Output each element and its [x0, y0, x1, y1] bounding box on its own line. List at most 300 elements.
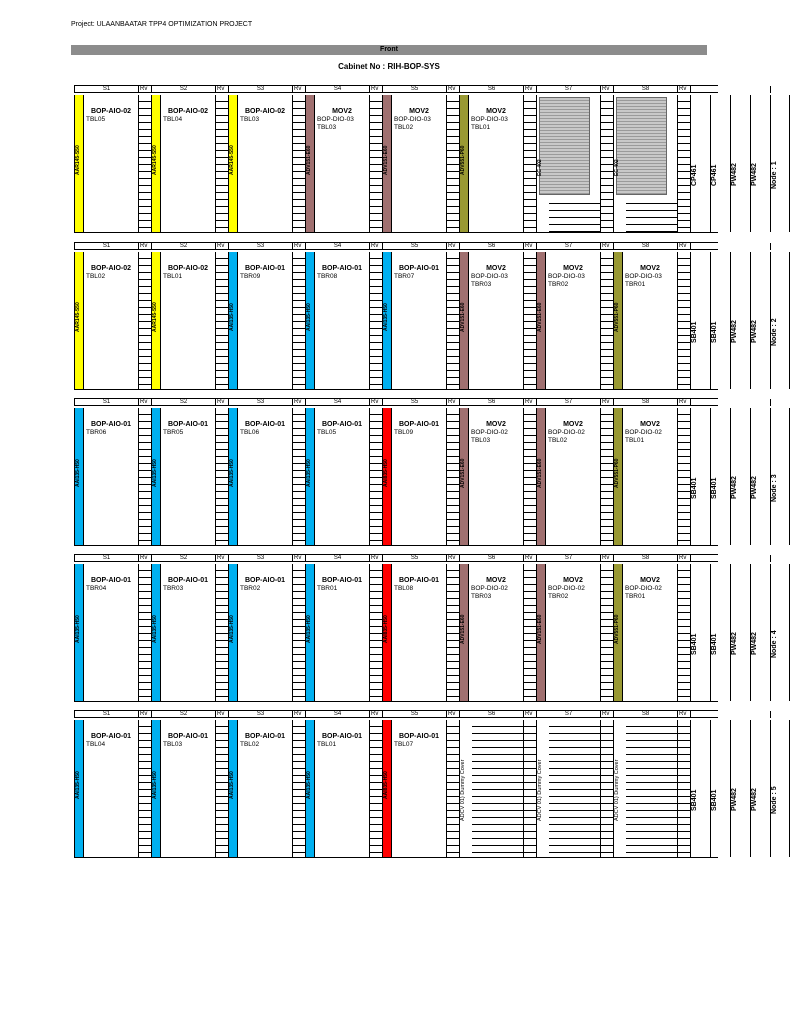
module-terminal: TBL01 — [625, 437, 645, 444]
module-terminal: TBL03 — [317, 124, 337, 131]
panel-label: PW482 — [751, 788, 758, 812]
slot — [74, 408, 138, 545]
header-filler — [690, 399, 771, 406]
slot — [151, 720, 215, 857]
module-terminal: TBL02 — [394, 124, 414, 131]
rv-column — [369, 95, 382, 232]
slot-header: S7 — [536, 555, 600, 562]
module-color-strip — [460, 95, 469, 232]
slot — [613, 564, 677, 701]
panel-column — [690, 720, 710, 857]
module-type-label: AAR145-S50 — [75, 302, 81, 332]
module-title: BOP-AIO-01 — [398, 265, 440, 272]
module-subtitle: TBL04 — [86, 741, 106, 748]
module-card — [161, 564, 216, 701]
module-title: BOP-AIO-02 — [90, 108, 132, 115]
slot — [613, 95, 677, 232]
module-subtitle: TBL08 — [394, 585, 414, 592]
module-terminal: TBR02 — [548, 593, 569, 600]
node-label-column — [770, 252, 790, 389]
slot-body-row — [74, 564, 778, 702]
module-subtitle: BOP-DIO-02 — [625, 429, 662, 436]
module-color-strip — [306, 408, 315, 545]
module-title: MOV2 — [486, 577, 506, 584]
dummy-cover-label: ADCV 01) Dummy Cover — [460, 759, 466, 821]
slot-header: S5 — [382, 399, 446, 406]
module-subtitle: BOP-DIO-03 — [471, 273, 508, 280]
slot — [382, 252, 446, 389]
module-type-label: AAI835-H50 — [383, 459, 389, 487]
panel-label: PW482 — [751, 163, 758, 187]
rv-column — [446, 564, 459, 701]
module-type-label: AAI135-H50 — [75, 771, 81, 799]
module-subtitle: TBR02 — [240, 585, 261, 592]
rv-column — [523, 95, 536, 232]
module-title: MOV2 — [640, 421, 660, 428]
module-card — [315, 408, 370, 545]
module-subtitle: TBR05 — [163, 429, 184, 436]
module-type-label: AAI135-H50 — [229, 771, 235, 799]
rv-header: Rv — [292, 86, 305, 93]
rv-column — [600, 252, 613, 389]
module-card — [238, 95, 293, 232]
node-label-column — [770, 720, 790, 857]
rv-header: Rv — [138, 555, 151, 562]
rv-header: Rv — [138, 86, 151, 93]
node-label: Node : 2 — [771, 318, 778, 346]
module-color-strip — [306, 252, 315, 389]
module-color-strip — [614, 564, 623, 701]
slot-header: S4 — [305, 243, 369, 250]
slot-header: S5 — [382, 711, 446, 718]
slot-header-row — [74, 242, 718, 250]
rv-column — [677, 720, 690, 857]
rv-column — [523, 564, 536, 701]
slot — [613, 252, 677, 389]
slot-header: S1 — [74, 399, 138, 406]
rv-column — [138, 95, 151, 232]
slot-header: S1 — [74, 555, 138, 562]
slot-header-row — [74, 554, 718, 562]
module-card — [315, 720, 370, 857]
slot-body-row — [74, 95, 778, 233]
module-card — [238, 720, 293, 857]
module-type-label: ADV551-P60 — [460, 145, 466, 175]
module-title: BOP-AIO-01 — [167, 577, 209, 584]
module-terminal: TBR03 — [471, 281, 492, 288]
module-subtitle: BOP-DIO-03 — [317, 116, 354, 123]
rv-column — [446, 95, 459, 232]
module-card — [469, 95, 524, 232]
panel-column — [690, 95, 710, 232]
panel-column — [730, 564, 750, 701]
slot-body-row — [74, 408, 778, 546]
module-subtitle: TBR06 — [86, 429, 107, 436]
module-subtitle: TBL01 — [163, 273, 183, 280]
node-label: Node : 4 — [771, 630, 778, 658]
module-subtitle: TBR07 — [394, 273, 415, 280]
slot-header: S6 — [459, 243, 523, 250]
ec-label: EC 402 — [614, 159, 620, 177]
panel-label: PW482 — [751, 476, 758, 500]
header-filler — [690, 243, 771, 250]
module-card — [623, 408, 678, 545]
rv-column — [523, 720, 536, 857]
module-type-label: AAI135-H50 — [383, 303, 389, 331]
slot — [459, 252, 523, 389]
module-subtitle: TBL06 — [240, 429, 260, 436]
module-type-label: AAI135-H50 — [152, 615, 158, 643]
slot-header: S1 — [74, 243, 138, 250]
module-subtitle: BOP-DIO-03 — [548, 273, 585, 280]
module-color-strip — [75, 95, 84, 232]
rv-header: Rv — [215, 399, 228, 406]
slot-header: S5 — [382, 86, 446, 93]
module-type-label: AAI135-H50 — [152, 771, 158, 799]
module-title: BOP-AIO-01 — [167, 421, 209, 428]
module-title: BOP-AIO-01 — [321, 577, 363, 584]
module-subtitle: BOP-DIO-03 — [471, 116, 508, 123]
slot — [228, 252, 292, 389]
module-color-strip — [229, 408, 238, 545]
rv-column — [369, 720, 382, 857]
node-block — [74, 242, 778, 390]
panel-column — [750, 564, 770, 701]
module-color-strip — [152, 564, 161, 701]
rv-column — [138, 564, 151, 701]
slot — [536, 720, 600, 857]
module-color-strip — [460, 564, 469, 701]
rv-column — [292, 408, 305, 545]
slot-header: S7 — [536, 243, 600, 250]
module-title: BOP-AIO-01 — [321, 421, 363, 428]
module-color-strip — [537, 252, 546, 389]
rv-header: Rv — [523, 711, 536, 718]
slot — [305, 408, 369, 545]
module-title: MOV2 — [563, 265, 583, 272]
rv-header: Rv — [369, 711, 382, 718]
rv-column — [215, 564, 228, 701]
module-color-strip — [229, 95, 238, 232]
panel-column — [710, 252, 730, 389]
rv-header: Rv — [677, 86, 690, 93]
panel-label: SB401 — [711, 789, 718, 811]
slot-header: S1 — [74, 86, 138, 93]
module-color-strip — [229, 252, 238, 389]
module-title: MOV2 — [486, 108, 506, 115]
slot — [151, 408, 215, 545]
slot — [536, 408, 600, 545]
slot — [613, 408, 677, 545]
rv-column — [292, 720, 305, 857]
slot — [305, 95, 369, 232]
module-title: MOV2 — [640, 265, 660, 272]
module-title: BOP-AIO-01 — [244, 577, 286, 584]
slot-header: S4 — [305, 711, 369, 718]
slot-header: S3 — [228, 399, 292, 406]
module-type-label: AAI135-H50 — [229, 459, 235, 487]
module-type-label: AAI135-H50 — [306, 303, 312, 331]
slot — [536, 252, 600, 389]
module-type-label: AAI135-H50 — [75, 615, 81, 643]
panel-label: PW482 — [731, 476, 738, 500]
slot-header: S1 — [74, 711, 138, 718]
module-terminal: TBL01 — [471, 124, 491, 131]
module-color-strip — [614, 252, 623, 389]
node-block — [74, 398, 778, 546]
dummy-cover-label: ADCV 01) Dummy Cover — [537, 759, 543, 821]
module-type-label: AAR145-S50 — [152, 302, 158, 332]
rv-column — [292, 564, 305, 701]
module-subtitle: TBR04 — [86, 585, 107, 592]
module-terminal: TBL03 — [471, 437, 491, 444]
slot — [459, 564, 523, 701]
module-card — [315, 564, 370, 701]
rv-column — [600, 95, 613, 232]
rv-header: Rv — [292, 555, 305, 562]
slot-header: S6 — [459, 86, 523, 93]
panel-label: SB401 — [691, 477, 698, 499]
panel-label: SB401 — [691, 321, 698, 343]
rv-header: Rv — [600, 243, 613, 250]
module-card — [392, 720, 447, 857]
module-color-strip — [383, 95, 392, 232]
rv-column — [677, 95, 690, 232]
module-type-label: AAR145-S50 — [152, 145, 158, 175]
slot-header: S5 — [382, 555, 446, 562]
module-subtitle: BOP-DIO-02 — [548, 429, 585, 436]
module-card — [84, 408, 139, 545]
rv-column — [369, 252, 382, 389]
module-color-strip — [537, 564, 546, 701]
module-subtitle: BOP-DIO-03 — [625, 273, 662, 280]
module-terminal: TBR03 — [471, 593, 492, 600]
module-type-label: ADV151-E60 — [306, 145, 312, 175]
slot — [536, 95, 600, 232]
module-type-label: ADV151-E60 — [383, 145, 389, 175]
module-card — [84, 720, 139, 857]
rv-column — [523, 252, 536, 389]
rv-header: Rv — [292, 399, 305, 406]
panel-label: PW482 — [731, 163, 738, 187]
rv-column — [446, 252, 459, 389]
module-title: BOP-AIO-01 — [398, 733, 440, 740]
module-type-label: AAI135-H50 — [152, 459, 158, 487]
slot — [613, 720, 677, 857]
module-card — [392, 252, 447, 389]
slot — [74, 252, 138, 389]
module-title: BOP-AIO-01 — [90, 733, 132, 740]
rv-header: Rv — [600, 86, 613, 93]
slot — [459, 408, 523, 545]
slot — [305, 564, 369, 701]
module-color-strip — [383, 252, 392, 389]
module-type-label: ADV551-P60 — [614, 614, 620, 644]
module-subtitle: TBL07 — [394, 741, 414, 748]
module-terminal: TBR01 — [625, 281, 646, 288]
module-subtitle: TBL03 — [163, 741, 183, 748]
module-color-strip — [383, 408, 392, 545]
cabinet-label: Cabinet No : RIH-BOP-SYS — [338, 62, 440, 71]
slot-header: S6 — [459, 555, 523, 562]
panel-label: PW482 — [731, 320, 738, 344]
slot-header-row — [74, 710, 718, 718]
slot — [151, 564, 215, 701]
slot — [228, 564, 292, 701]
node-block — [74, 554, 778, 702]
rv-column — [215, 408, 228, 545]
panel-column — [750, 720, 770, 857]
module-subtitle: TBR01 — [317, 585, 338, 592]
module-card — [392, 408, 447, 545]
module-subtitle: TBR03 — [163, 585, 184, 592]
module-color-strip — [537, 408, 546, 545]
slot-header: S8 — [613, 711, 677, 718]
rv-header: Rv — [215, 711, 228, 718]
rv-column — [600, 720, 613, 857]
slot-header: S2 — [151, 86, 215, 93]
ec-row-lines — [626, 197, 678, 232]
module-title: MOV2 — [486, 421, 506, 428]
slot — [382, 720, 446, 857]
module-color-strip — [614, 408, 623, 545]
module-color-strip — [383, 720, 392, 857]
rv-column — [446, 408, 459, 545]
module-card — [161, 720, 216, 857]
slot-header: S2 — [151, 399, 215, 406]
module-title: BOP-AIO-01 — [398, 421, 440, 428]
module-card — [623, 564, 678, 701]
module-type-label: AAI135-H50 — [306, 459, 312, 487]
module-color-strip — [229, 564, 238, 701]
panel-label: SB401 — [691, 633, 698, 655]
slot-header: S4 — [305, 399, 369, 406]
rv-header: Rv — [369, 555, 382, 562]
module-title: BOP-AIO-01 — [244, 421, 286, 428]
module-type-label: ADV151-E60 — [460, 302, 466, 332]
module-subtitle: TBR09 — [240, 273, 261, 280]
header-filler — [690, 555, 771, 562]
module-card — [546, 564, 601, 701]
module-subtitle: TBR08 — [317, 273, 338, 280]
module-color-strip — [75, 408, 84, 545]
module-color-strip — [152, 408, 161, 545]
module-title: BOP-AIO-01 — [398, 577, 440, 584]
rv-column — [523, 408, 536, 545]
slot-header: S4 — [305, 555, 369, 562]
rv-header: Rv — [369, 243, 382, 250]
rv-column — [677, 564, 690, 701]
rv-column — [369, 408, 382, 545]
panel-label: PW482 — [751, 632, 758, 656]
node-block — [74, 710, 778, 858]
module-title: MOV2 — [563, 421, 583, 428]
module-color-strip — [152, 720, 161, 857]
module-type-label: AAI135-H50 — [75, 459, 81, 487]
panel-label: CP461 — [691, 164, 698, 186]
module-type-label: ADV151-E60 — [537, 458, 543, 488]
module-card — [315, 95, 370, 232]
rv-header: Rv — [677, 399, 690, 406]
panel-column — [730, 95, 750, 232]
panel-column — [730, 720, 750, 857]
rv-header: Rv — [600, 399, 613, 406]
module-terminal: TBR01 — [625, 593, 646, 600]
module-title: BOP-AIO-02 — [90, 265, 132, 272]
node-label-column — [770, 564, 790, 701]
module-card — [315, 252, 370, 389]
module-title: BOP-AIO-01 — [321, 733, 363, 740]
slot-header: S6 — [459, 711, 523, 718]
panel-label: SB401 — [691, 789, 698, 811]
module-color-strip — [460, 252, 469, 389]
module-card — [469, 564, 524, 701]
slot — [305, 252, 369, 389]
module-subtitle: BOP-DIO-02 — [471, 585, 508, 592]
module-subtitle: TBL01 — [317, 741, 337, 748]
panel-column — [750, 408, 770, 545]
module-color-strip — [306, 95, 315, 232]
module-title: BOP-AIO-01 — [244, 733, 286, 740]
slot — [305, 720, 369, 857]
module-type-label: ADV151-E60 — [537, 302, 543, 332]
slot — [536, 564, 600, 701]
module-color-strip — [383, 564, 392, 701]
slot-header: S8 — [613, 399, 677, 406]
module-title: BOP-AIO-02 — [167, 265, 209, 272]
module-subtitle: TBL03 — [240, 116, 260, 123]
rv-header: Rv — [369, 399, 382, 406]
module-subtitle: TBL02 — [86, 273, 106, 280]
slot-header: S3 — [228, 555, 292, 562]
module-subtitle: TBL02 — [240, 741, 260, 748]
module-color-strip — [152, 95, 161, 232]
module-type-label: AAR145-S50 — [229, 145, 235, 175]
slot-header: S6 — [459, 399, 523, 406]
module-card — [546, 252, 601, 389]
module-color-strip — [75, 564, 84, 701]
rv-column — [446, 720, 459, 857]
rv-column — [215, 252, 228, 389]
slot-header: S8 — [613, 243, 677, 250]
panel-label: SB401 — [711, 321, 718, 343]
slot — [74, 720, 138, 857]
module-title: BOP-AIO-01 — [321, 265, 363, 272]
slot-header: S2 — [151, 555, 215, 562]
slot-body-row — [74, 252, 778, 390]
module-color-strip — [75, 720, 84, 857]
rv-header: Rv — [215, 86, 228, 93]
rv-header: Rv — [446, 243, 459, 250]
module-title: BOP-AIO-02 — [244, 108, 286, 115]
slot — [228, 720, 292, 857]
rv-column — [138, 408, 151, 545]
rv-header: Rv — [523, 86, 536, 93]
rv-column — [600, 564, 613, 701]
module-subtitle: BOP-DIO-02 — [471, 429, 508, 436]
module-title: MOV2 — [332, 108, 352, 115]
module-title: MOV2 — [563, 577, 583, 584]
rv-column — [292, 252, 305, 389]
module-card — [469, 252, 524, 389]
rv-column — [215, 95, 228, 232]
rv-header: Rv — [446, 399, 459, 406]
module-card — [469, 408, 524, 545]
slot-header: S3 — [228, 243, 292, 250]
module-card — [161, 252, 216, 389]
rv-header: Rv — [523, 243, 536, 250]
rv-header: Rv — [292, 711, 305, 718]
